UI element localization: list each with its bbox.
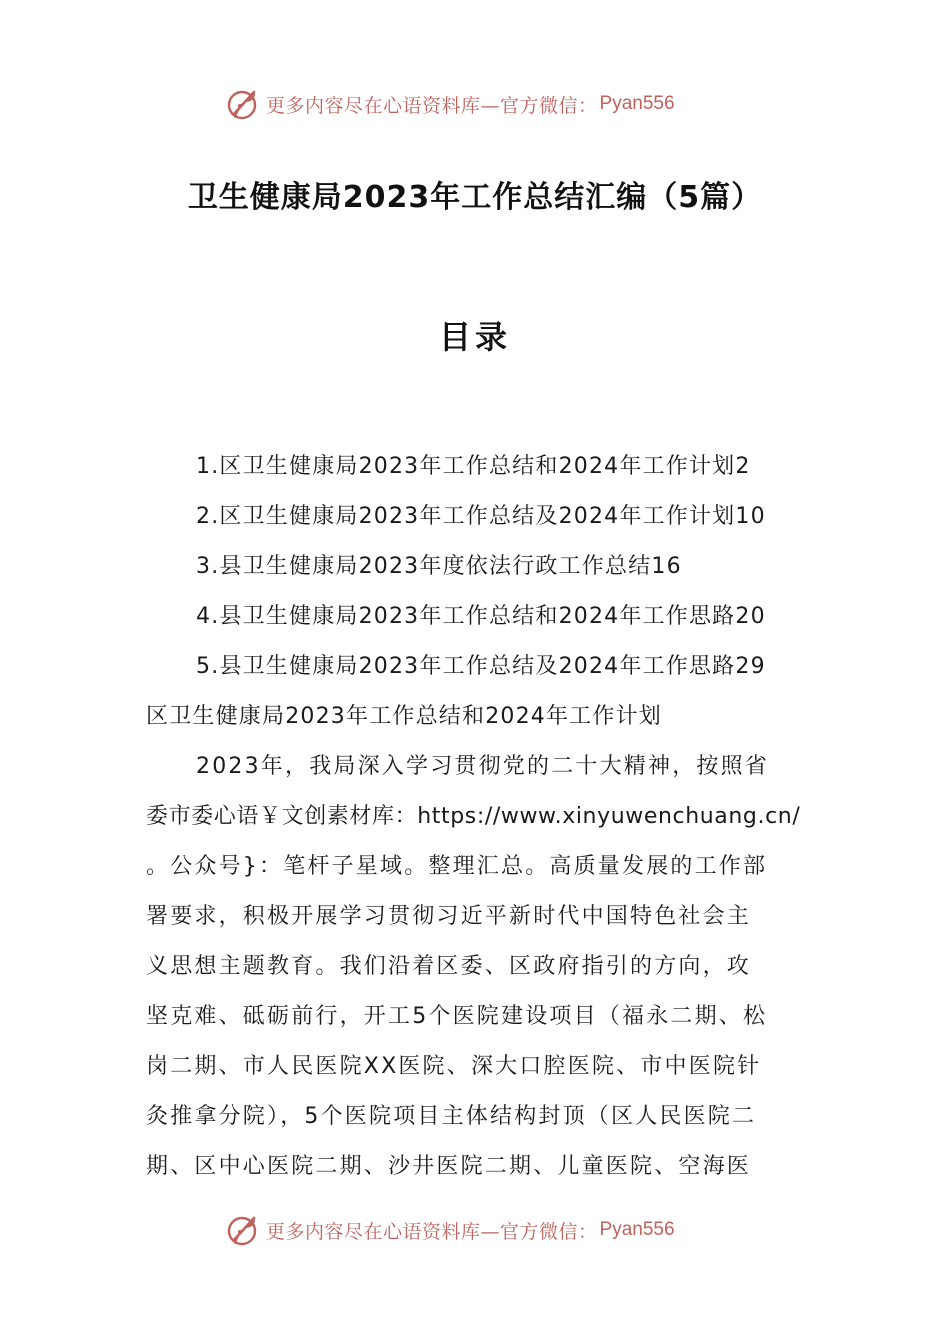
quill-logo-icon [226,86,262,122]
toc-entry[interactable]: 5.县卫生健康局2023年工作总结及2024年工作思路29 [196,654,766,679]
watermark-header [226,86,746,122]
paragraph-line: 义思想主题教育。我们沿着区委、区政府指引的方向，攻 [146,954,752,979]
paragraph-line: 委市委心语￥文创素材库：https://www.xinyuwenchuang.cn/ [146,804,801,829]
paragraph-line: 灸推拿分院），5个医院项目主体结构封顶（区人民医院二 [146,1104,757,1129]
paragraph-line: 署要求，积极开展学习贯彻习近平新时代中国特色社会主 [146,904,752,929]
toc-entry[interactable]: 3.县卫生健康局2023年度依法行政工作总结16 [196,554,682,579]
toc-entry[interactable]: 1.区卫生健康局2023年工作总结和2024年工作计划2 [196,454,751,479]
paragraph-line: 坚克难、砥砺前行，开工5个医院建设项目（福永二期、松 [146,1004,768,1029]
toc-heading: 目录 [438,318,511,356]
paragraph-line: 期、区中心医院二期、沙井医院二期、儿童医院、空海医 [146,1154,752,1179]
document-title: 卫生健康局2023年工作总结汇编（5篇） [187,180,763,215]
document-body [146,697,806,1197]
watermark-wechat-id: Pyan556 [599,1219,675,1240]
section-title: 区卫生健康局2023年工作总结和2024年工作计划 [146,704,662,729]
watermark-text: 更多内容尽在心语资料库—官方微信： [266,94,598,117]
table-of-contents [196,447,816,697]
watermark-wechat-id: Pyan556 [599,93,675,114]
quill-logo-icon [226,1212,262,1248]
paragraph-line: 。公众号}：笔杆子星域。整理汇总。高质量发展的工作部 [146,854,768,879]
paragraph-line: 2023年，我局深入学习贯彻党的二十大精神，按照省 [196,754,769,779]
paragraph-line: 岗二期、市人民医院XX医院、深大口腔医院、市中医院针 [146,1054,762,1079]
toc-entry[interactable]: 4.县卫生健康局2023年工作总结和2024年工作思路20 [196,604,766,629]
toc-entry[interactable]: 2.区卫生健康局2023年工作总结及2024年工作计划10 [196,504,766,529]
watermark-footer [226,1212,746,1248]
watermark-text: 更多内容尽在心语资料库—官方微信： [266,1220,598,1243]
